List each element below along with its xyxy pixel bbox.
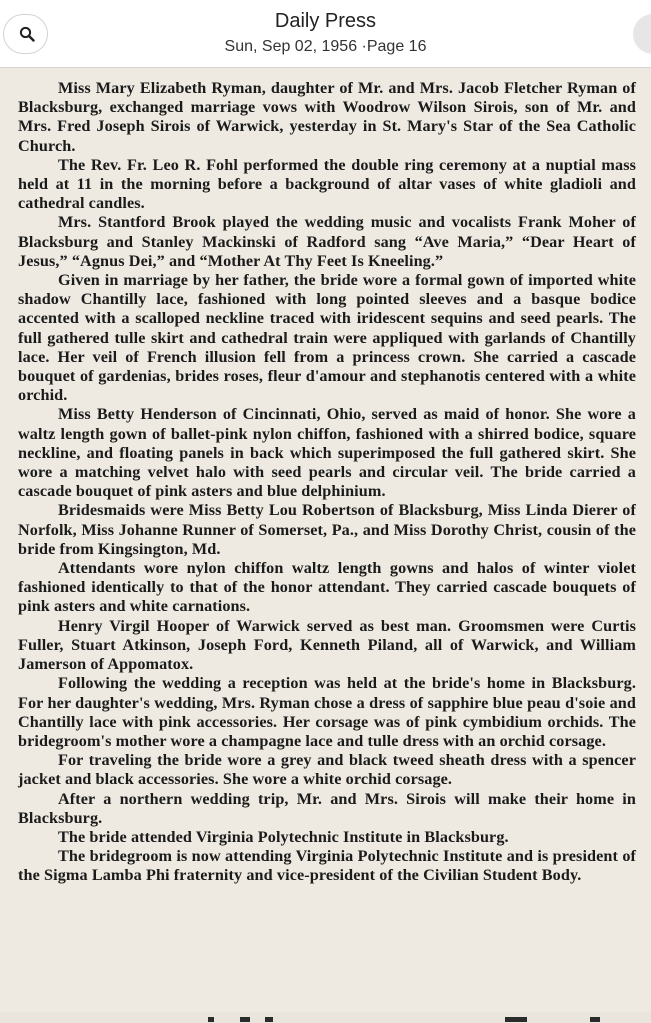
paragraph: Attendants wore nylon chiffon waltz length gowns and halos of winter violet fashioned identically to that of the honor attendant. They carried cascade bouquets of pink asters and white carnations.	[18, 559, 636, 616]
paragraph: Henry Virgil Hooper of Warwick served as best man. Groomsmen were Curtis Fuller, Stuart Atkinson, Joseph Ford, Kenneth Piland, all of Warwick, and William Jamerson of Appomatox.	[18, 616, 636, 674]
header-bar	[0, 0, 651, 68]
paragraph: The Rev. Fr. Leo R. Fohl performed the double ring ceremony at a nuptial mass held at 11 in the morning before a background of altar vases of white gladioli and cathedral candles.	[18, 155, 636, 213]
article-body	[18, 79, 636, 886]
page-title: Daily Press	[274, 10, 377, 32]
paragraph: Given in marriage by her father, the bride wore a formal gown of imported white shadow Chantilly lace, fashioned with long pointed sleeves and a basque bodice accented with a scalloped neckline traced with iridescent sequins and seed pearls. The full gathered tulle skirt and cathedral train were appliqued with garlands of Chantilly lace. Her veil of French illusion fell from a princess crown. She carried a cascade bouquet of gardenias, brides roses, fleur d'amour and stephanotis centered with a white orchid.	[18, 271, 636, 405]
next-headline-fragment	[0, 1012, 651, 1023]
paragraph: After a northern wedding trip, Mr. and Mrs. Sirois will make their home in Blacksburg.	[18, 789, 636, 827]
ink-fragment	[208, 1017, 214, 1022]
paragraph: Miss Mary Elizabeth Ryman, daughter of Mr. and Mrs. Jacob Fletcher Ryman of Blacksburg, exchanged marriage vows with Woodrow Wilson Sirois, son of Mr. and Mrs. Fred Joseph Sirois of Warwick, yesterday in St. Mary's Star of the Sea Catholic Church.	[18, 79, 636, 155]
paragraph: Miss Betty Henderson of Cincinnati, Ohio, served as maid of honor. She wore a waltz length gown of ballet-pink nylon chiffon, fashioned with a shirred bodice, square neckline, and floating panels in back which superimposed the full gathered skirt. She wore a matching velvet halo with seed pearls and circular veil. The bride carried a cascade bouquet of pink asters and blue delphinium.	[18, 405, 636, 501]
paragraph: Following the wedding a reception was held at the bride's home in Blacksburg. For her daughter's wedding, Mrs. Ryman chose a dress of sapphire blue peau d'soie and Chantilly lace with pink accessories. Her corsage was of pink cymbidium orchids. The bridegroom's mother wore a champagne lace and tulle dress with an orchid corsage.	[18, 674, 636, 750]
paragraph: Bridesmaids were Miss Betty Lou Robertson of Blacksburg, Miss Linda Dierer of Norfolk, Miss Johanne Runner of Somerset, Pa., and Miss Dorothy Christ, cousin of the bride from Kingsington, Md.	[18, 501, 636, 558]
paragraph: The bride attended Virginia Polytechnic Institute in Blacksburg.	[58, 827, 509, 846]
ink-fragment	[590, 1017, 600, 1022]
ink-fragment	[505, 1017, 527, 1022]
ink-fragment	[240, 1017, 250, 1022]
newspaper-clipping	[0, 68, 651, 1023]
paragraph: The bridegroom is now attending Virginia Polytechnic Institute and is president of the Sigma Lamba Phi fraternity and vice-president of the Civilian Student Body.	[18, 847, 636, 885]
paragraph: For traveling the bride wore a grey and black tweed sheath dress with a spencer jacket and black accessories. She wore a white orchid corsage.	[18, 751, 636, 789]
ink-fragment	[265, 1017, 273, 1022]
paragraph: Mrs. Stantford Brook played the wedding music and vocalists Frank Moher of Blacksburg and Stanley Mackinski of Radford sang “Ave Maria,” “Dear Heart of Jesus,” “Agnus Dei,” and “Mother At Thy Feet Is Kneeling.”	[18, 213, 636, 270]
page-subtitle: Sun, Sep 02, 1956 ·Page 16	[224, 38, 427, 55]
